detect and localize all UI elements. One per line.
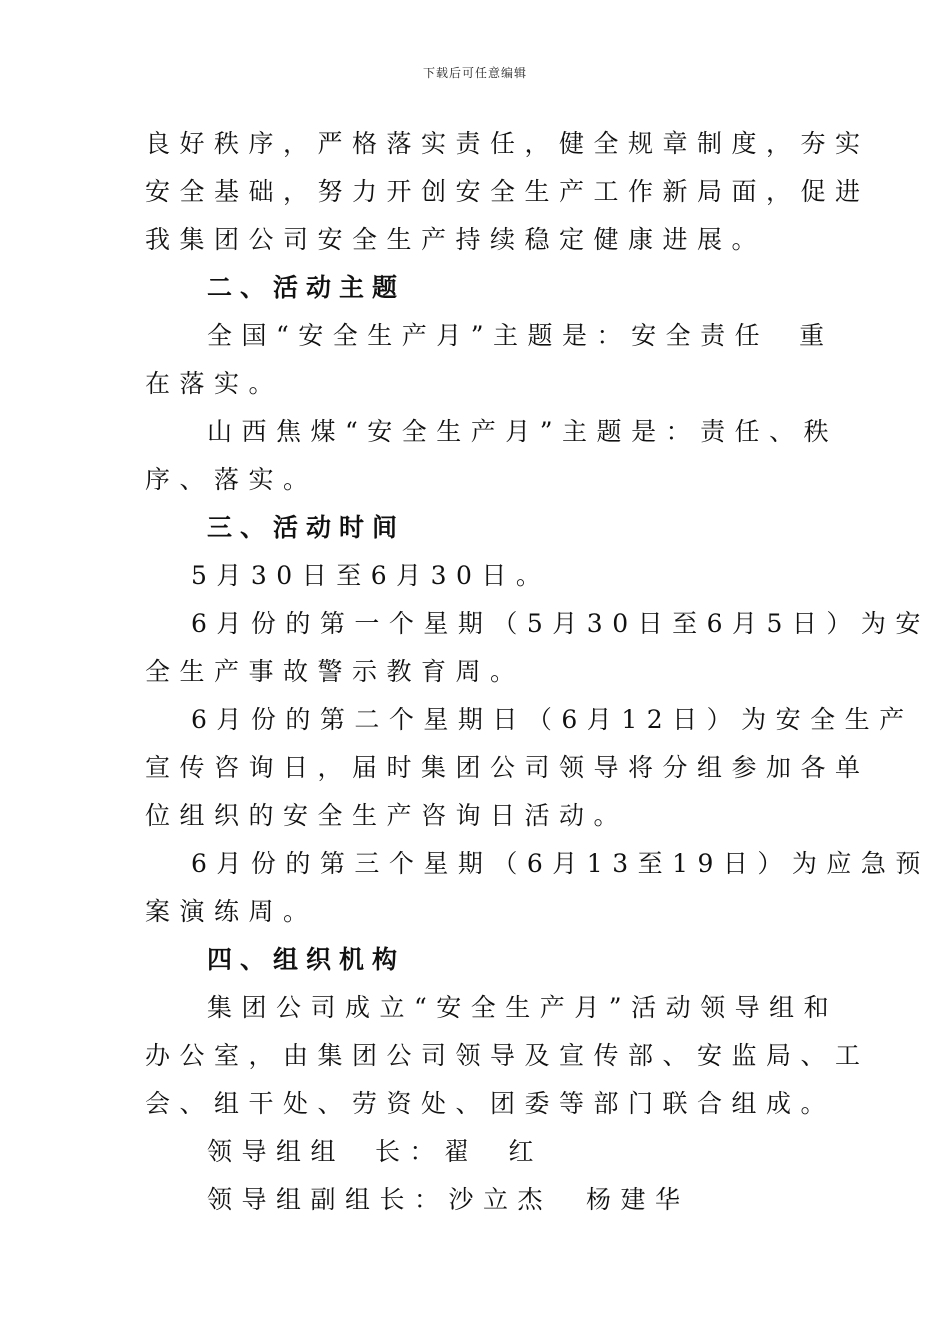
body-line: 我集团公司安全生产持续稳定健康进展。 <box>145 225 767 254</box>
body-line: 6月份的第一个星期（5月30日至6月5日）为安 <box>191 609 930 638</box>
leader-label-part2: 长：翟 <box>375 1137 479 1166</box>
body-line <box>145 1176 805 1224</box>
theme-national-cont: 重 <box>799 321 834 350</box>
body-line: 6月份的第二个星期日（6月12日）为安全生产 <box>191 705 914 734</box>
document-body <box>145 120 930 1224</box>
body-line: 序、落实。 <box>145 465 318 494</box>
body-line: 位组织的安全生产咨询日活动。 <box>145 801 629 830</box>
body-line: 办公室，由集团公司领导及宣传部、安监局、工 <box>145 1041 870 1070</box>
body-line <box>145 312 834 360</box>
body-line: 宣传咨询日，届时集团公司领导将分组参加各单 <box>145 753 870 782</box>
body-line: 山西焦煤“安全生产月”主题是：责任、秩 <box>207 417 839 446</box>
theme-national: 全国“安全生产月”主题是：安全责任 <box>207 321 770 350</box>
section-heading-time: 三、活动时间 <box>207 513 406 542</box>
body-line: 安全基础，努力开创安全生产工作新局面，促进 <box>145 177 870 206</box>
body-line: 在落实。 <box>145 369 284 398</box>
body-line: 5月30日至6月30日。 <box>191 561 551 590</box>
body-line: 良好秩序，严格落实责任，健全规章制度，夯实 <box>145 129 870 158</box>
section-heading-organization: 四、组织机构 <box>207 945 406 974</box>
body-line: 集团公司成立“安全生产月”活动领导组和 <box>207 993 839 1022</box>
leader-label-part1: 领导组组 <box>207 1137 346 1166</box>
deputy-leaders: 领导组副组长：沙立杰 <box>207 1185 553 1214</box>
page-header: 下载后可任意编辑 <box>422 66 527 80</box>
body-line <box>145 1128 805 1176</box>
body-line: 全生产事故警示教育周。 <box>145 657 525 686</box>
body-line: 会、组干处、劳资处、团委等部门联合组成。 <box>145 1089 836 1118</box>
leader-name-part: 红 <box>508 1137 544 1166</box>
section-heading-theme: 二、活动主题 <box>207 273 406 302</box>
deputy-leader-2: 杨建华 <box>586 1185 690 1214</box>
body-line: 案演练周。 <box>145 897 318 926</box>
body-line: 6月份的第三个星期（6月13至19日）为应急预 <box>191 849 930 878</box>
